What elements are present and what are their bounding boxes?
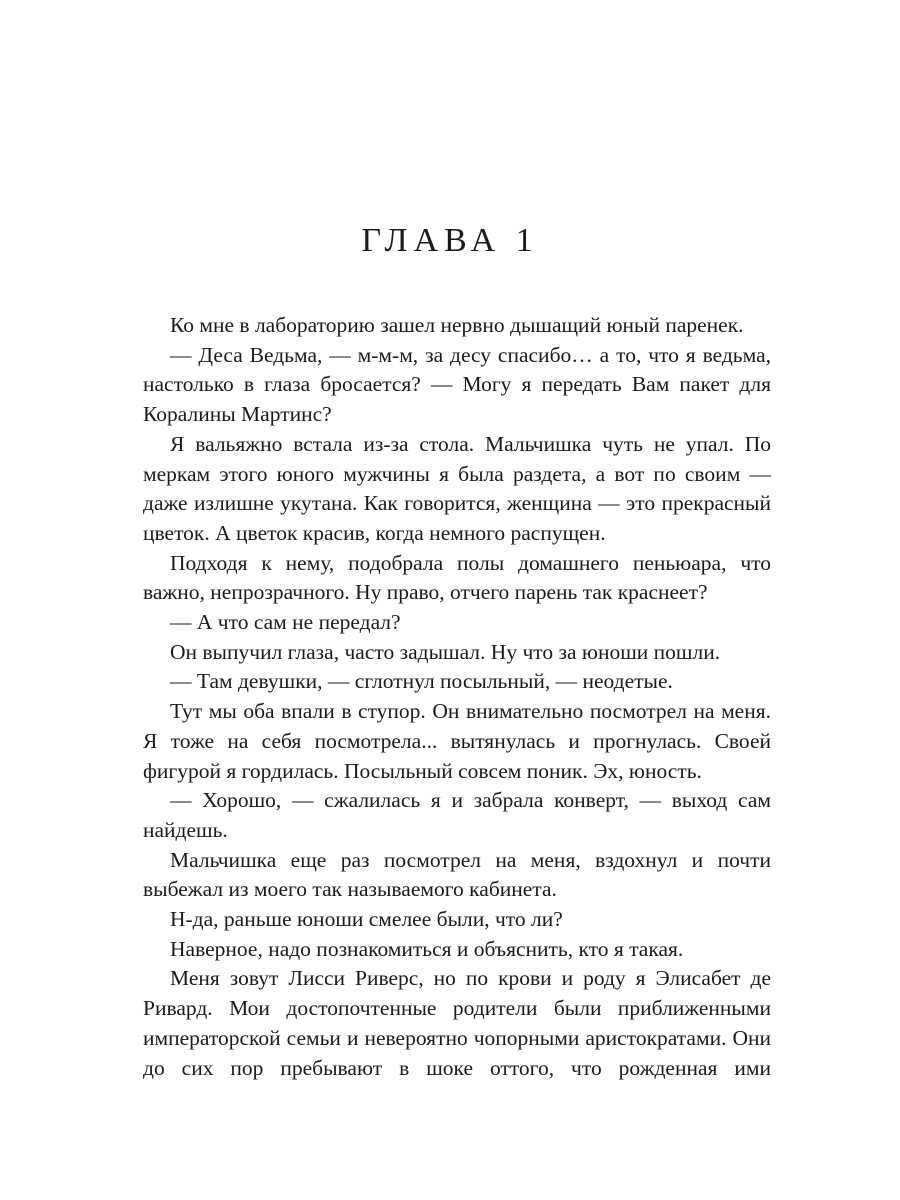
paragraph: Тут мы оба впали в ступор. Он внимательно посмотрел на меня. Я тоже на себя посмотрела... вытянулась и прогнулась. Своей фигурой я гордилась. Посыльный совсем поник. Эх, юность. (143, 699, 771, 783)
paragraph: — А что сам не передал? (170, 610, 401, 635)
paragraph: Мальчишка еще раз посмотрел на меня, вздохнул и почти выбежал из моего так называемого кабинета. (143, 847, 771, 902)
paragraph: Наверное, надо познакомиться и объяснить, кто я такая. (170, 936, 684, 961)
chapter-title: ГЛАВА 1 (361, 222, 539, 259)
paragraph: Подходя к нему, подобрала полы домашнего пеньюара, что важно, непрозрачного. Ну право, отчего парень так краснеет? (143, 550, 771, 605)
paragraph: Я вальяжно встала из-за стола. Мальчишка чуть не упал. По меркам этого юного мужчины я была раздета, а вот по своим — даже излишне укутана. Как говорится, женщина — это прекрасный цветок. А цветок красив, когда немного распущен. (143, 431, 771, 545)
paragraph: Он выпучил глаза, часто задышал. Ну что за юноши пошли. (170, 639, 721, 664)
paragraph: — Хорошо, — сжалилась я и забрала конверт, — выход сам найдешь. (143, 788, 771, 842)
body-text (143, 311, 771, 1083)
paragraph: Ко мне в лабораторию зашел нервно дышащий юный паренек. (170, 313, 744, 337)
paragraph: Меня зовут Лисси Риверс, но по крови и роду я Элисабет де Ривард. Мои достопочтенные родители были приближенными императорской семьи и невероятно чопорными аристократами. Они до сих пор пребывают в шоке оттого, что рожденная ими (143, 966, 771, 1080)
paragraph: Н-да, раньше юноши смелее были, что ли? (170, 907, 563, 932)
paragraph: — Там девушки, — сглотнул посыльный, — неодетые. (170, 669, 673, 694)
paragraph: — Деса Ведьма, — м-м-м, за десу спасибо… а то, что я ведьма, настолько в глаза бросается? — Могу я передать Вам пакет для Коралины Мартинс? (143, 342, 771, 427)
